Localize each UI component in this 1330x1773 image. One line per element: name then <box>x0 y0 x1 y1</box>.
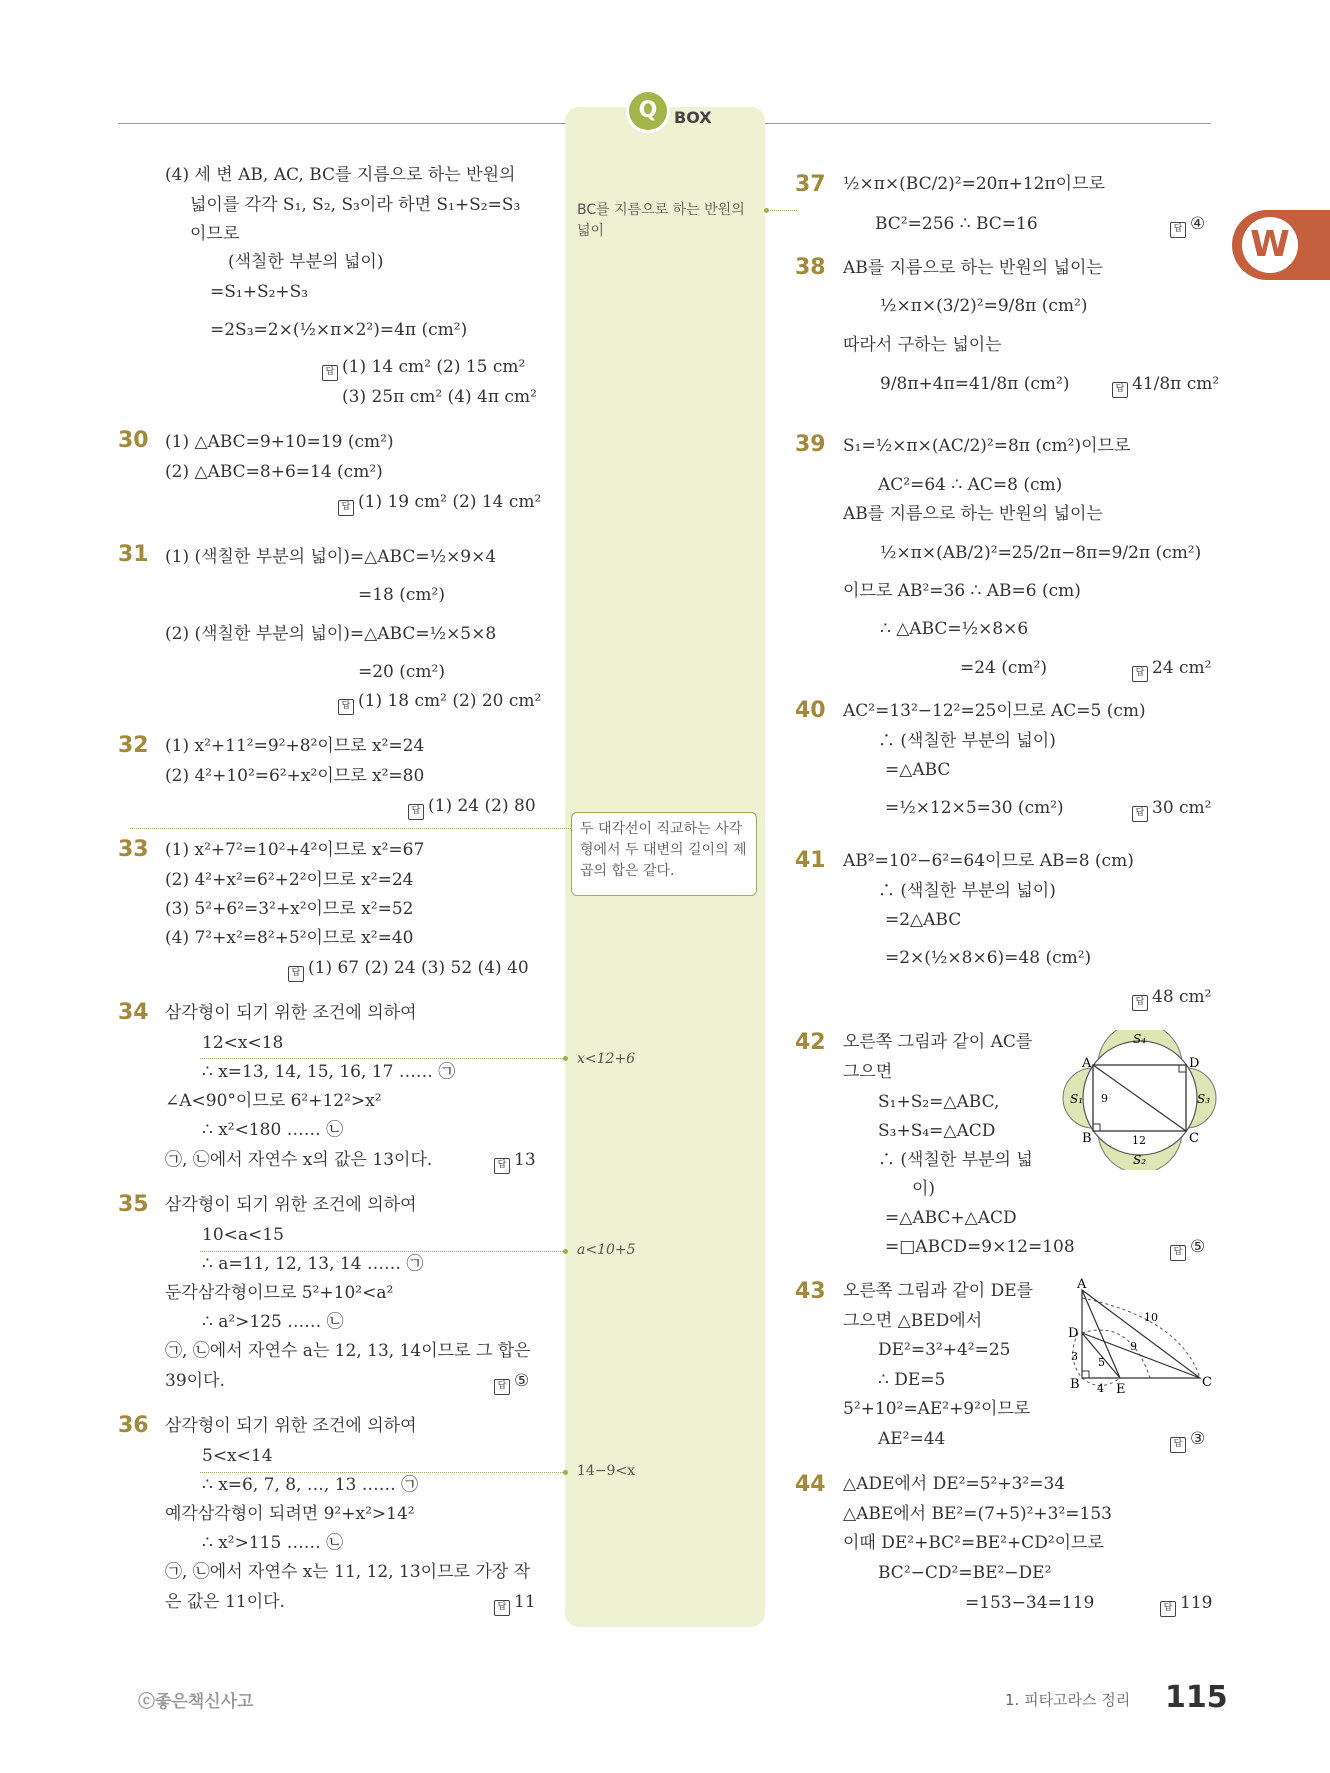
answer-icon: 답 <box>1160 1601 1176 1617</box>
p29-line: 넓이를 각각 S₁, S₂, S₃이라 하면 S₁+S₂=S₃ <box>190 195 521 215</box>
p34-line: 삼각형이 되기 위한 조건에 의하여 <box>165 1003 417 1023</box>
chapter-title: 1. 피타고라스 정리 <box>1005 1691 1131 1709</box>
p38-line: ½×π×(3/2)²=9/8π (cm²) <box>880 296 1088 316</box>
qbox-note-5: 14−9<x <box>577 1463 636 1479</box>
p36-line: ∴ x=6, 7, 8, …, 13 …… ㉠ <box>202 1475 419 1495</box>
p42-line: S₃+S₄=△ACD <box>878 1121 996 1141</box>
note-dot <box>563 1470 568 1475</box>
p39-line: ∴ △ABC=½×8×6 <box>880 619 1029 639</box>
p36-line: ㉠, ㉡에서 자연수 x는 11, 12, 13이므로 가장 작 <box>165 1562 530 1582</box>
p44-line: △ADE에서 DE²=5²+3²=34 <box>843 1474 1066 1494</box>
fig-label: S₁ <box>1070 1092 1084 1106</box>
fig-label: 3 <box>1071 1350 1078 1363</box>
p35-line: ∴ a²>125 …… ㉡ <box>202 1312 344 1332</box>
qbox-note-2: 두 대각선이 직교하는 사각형에서 두 대변의 길이의 제곱의 합은 같다. <box>571 812 757 896</box>
problem-number: 37 <box>795 172 826 197</box>
fig-label: S₃ <box>1197 1092 1211 1106</box>
p31-line: (2) (색칠한 부분의 넓이)=△ABC=½×5×8 <box>165 624 497 644</box>
problem-number: 40 <box>795 698 826 723</box>
answer-icon: 답 <box>338 500 354 516</box>
answer-icon: 답 <box>1132 806 1148 822</box>
p44-line: △ABE에서 BE²=(7+5)²+3²=153 <box>843 1504 1112 1524</box>
note-connector <box>767 210 797 211</box>
p34-line: ∴ x=13, 14, 15, 16, 17 …… ㉠ <box>202 1062 456 1082</box>
p30-line: (1) △ABC=9+10=19 (cm²) <box>165 432 394 452</box>
fig-label: B <box>1070 1377 1080 1392</box>
p38-line: AB를 지름으로 하는 반원의 넓이는 <box>843 258 1103 278</box>
p44-line: BC²−CD²=BE²−DE² <box>878 1563 1052 1583</box>
p39-answer: 답 24 cm² <box>1132 656 1212 682</box>
answer-icon: 답 <box>1112 382 1128 398</box>
answer-icon: 답 <box>1132 995 1148 1011</box>
p32-line: (1) x²+11²=9²+8²이므로 x²=24 <box>165 736 425 756</box>
p42-line: S₁+S₂=△ABC, <box>878 1092 1000 1112</box>
answer-icon: 답 <box>1170 222 1186 238</box>
answer-icon: 답 <box>408 804 424 820</box>
p35-line: 10<a<15 <box>202 1225 284 1245</box>
p39-line: S₁=½×π×(AC/2)²=8π (cm²)이므로 <box>843 436 1131 456</box>
p36-line: 예각삼각형이 되려면 9²+x²>14² <box>165 1504 415 1524</box>
p29-line: (색칠한 부분의 넓이) <box>228 252 384 272</box>
p35-line: ∴ a=11, 12, 13, 14 …… ㉠ <box>202 1254 424 1274</box>
qbox-label: BOX <box>674 108 712 127</box>
p35-line: 둔각삼각형이므로 5²+10²<a² <box>165 1283 394 1303</box>
fig-label: S₂ <box>1133 1153 1147 1167</box>
p34-line: 12<x<18 <box>202 1033 284 1053</box>
qbox-note-3: x<12+6 <box>577 1051 636 1067</box>
answer-icon: 답 <box>1132 666 1148 682</box>
note-connector <box>200 1058 565 1059</box>
p29-line: =2S₃=2×(½×π×2²)=4π (cm²) <box>210 320 468 340</box>
p34-line: ∴ x²<180 …… ㉡ <box>202 1120 344 1140</box>
fig-label: C <box>1202 1375 1212 1390</box>
fig-label: E <box>1116 1382 1126 1397</box>
note-dot <box>563 1249 568 1254</box>
p36-line: 5<x<14 <box>202 1446 273 1466</box>
p42-figure <box>1060 1030 1220 1170</box>
p44-line: 이때 DE²+BC²=BE²+CD²이므로 <box>843 1533 1104 1553</box>
p29-line: =S₁+S₂+S₃ <box>210 282 309 302</box>
p38-line: 따라서 구하는 넓이는 <box>843 335 1002 355</box>
p43-answer: 답 ③ <box>1170 1427 1205 1453</box>
p42-line: ∴ (색칠한 부분의 넓 <box>878 1150 1033 1170</box>
p35-line: 39이다. <box>165 1371 225 1391</box>
fig-label: 10 <box>1144 1311 1158 1324</box>
p35-answer: 답 ⑤ <box>494 1369 529 1395</box>
p43-line: 그으면 △BED에서 <box>843 1311 983 1331</box>
p44-answer: 답 119 <box>1160 1591 1212 1617</box>
qbox-badge: Q <box>629 92 667 130</box>
problem-number: 43 <box>795 1279 826 1304</box>
p41-answer: 답 48 cm² <box>1132 985 1212 1011</box>
p39-line: =24 (cm²) <box>960 658 1048 678</box>
fig-label: 9 <box>1130 1340 1137 1353</box>
problem-number: 38 <box>795 255 826 280</box>
p33-line: (3) 5²+6²=3²+x²이므로 x²=52 <box>165 899 414 919</box>
fig-label: 5 <box>1098 1356 1105 1369</box>
p29-answer: (3) 25π cm² (4) 4π cm² <box>342 387 537 407</box>
p33-line: (1) x²+7²=10²+4²이므로 x²=67 <box>165 840 425 860</box>
p43-line: ∴ DE=5 <box>878 1370 946 1390</box>
problem-number: 32 <box>118 733 149 758</box>
p44-line: =153−34=119 <box>965 1593 1095 1613</box>
problem-number: 44 <box>795 1472 826 1497</box>
p30-answer: 답 (1) 19 cm² (2) 14 cm² <box>338 490 541 516</box>
p34-line: ㉠, ㉡에서 자연수 x의 값은 13이다. <box>165 1150 433 1170</box>
fig-label: S₄ <box>1133 1032 1147 1046</box>
fig-label: D <box>1068 1326 1079 1341</box>
problem-number: 35 <box>118 1192 149 1217</box>
p37-line: BC²=256 ∴ BC=16 <box>875 214 1038 234</box>
p33-answer: 답 (1) 67 (2) 24 (3) 52 (4) 40 <box>288 956 529 982</box>
answer-icon: 답 <box>494 1379 510 1395</box>
p37-line: ½×π×(BC/2)²=20π+12π이므로 <box>843 174 1105 194</box>
p36-line: ∴ x²>115 …… ㉡ <box>202 1533 344 1553</box>
qbox-note-4: a<10+5 <box>577 1242 636 1258</box>
problem-number: 39 <box>795 432 826 457</box>
p42-line: 그으면 <box>843 1062 893 1082</box>
p33-line: (4) 7²+x²=8²+5²이므로 x²=40 <box>165 928 414 948</box>
note-connector <box>130 828 571 829</box>
fig-label: 12 <box>1132 1134 1146 1147</box>
p43-line: 오른쪽 그림과 같이 DE를 <box>843 1281 1034 1301</box>
p41-line: ∴ (색칠한 부분의 넓이) <box>878 881 1056 901</box>
p40-line: AC²=13²−12²=25이므로 AC=5 (cm) <box>843 701 1146 721</box>
problem-number: 31 <box>118 542 149 567</box>
problem-number: 30 <box>118 428 149 453</box>
header-rule-left <box>118 123 565 124</box>
answer-icon: 답 <box>322 365 338 381</box>
fig-label: B <box>1082 1131 1092 1146</box>
problem-number: 36 <box>118 1413 149 1438</box>
answer-icon: 답 <box>1170 1245 1186 1261</box>
p38-line: 9/8π+4π=41/8π (cm²) <box>880 374 1070 394</box>
p42-answer: 답 ⑤ <box>1170 1235 1205 1261</box>
p38-answer: 답 41/8π cm² <box>1112 372 1219 398</box>
side-tab-letter: W <box>1242 217 1298 273</box>
p43-line: DE²=3²+4²=25 <box>878 1340 1011 1360</box>
page-number: 115 <box>1165 1680 1228 1715</box>
p32-answer: 답 (1) 24 (2) 80 <box>408 794 536 820</box>
answer-icon: 답 <box>1170 1437 1186 1453</box>
side-tab <box>1232 210 1330 280</box>
p40-line: ∴ (색칠한 부분의 넓이) <box>878 731 1056 751</box>
header-rule-right <box>765 123 1211 124</box>
p41-line: =2△ABC <box>885 910 962 930</box>
p40-answer: 답 30 cm² <box>1132 796 1212 822</box>
p41-line: AB²=10²−6²=64이므로 AB=8 (cm) <box>843 851 1134 871</box>
p41-line: =2×(½×8×6)=48 (cm²) <box>885 948 1092 968</box>
problem-number: 33 <box>118 837 149 862</box>
p42-line: =△ABC+△ACD <box>885 1208 1017 1228</box>
fig-label: A <box>1077 1278 1087 1292</box>
p35-line: 삼각형이 되기 위한 조건에 의하여 <box>165 1195 417 1215</box>
fig-label: 4 <box>1097 1382 1104 1395</box>
p39-line: AC²=64 ∴ AC=8 (cm) <box>878 475 1063 495</box>
p34-answer: 답 13 <box>494 1148 536 1174</box>
fig-label: A <box>1082 1056 1092 1071</box>
p39-line: ½×π×(AB/2)²=25/2π−8π=9/2π (cm²) <box>880 543 1202 563</box>
answer-icon: 답 <box>338 699 354 715</box>
p29-line: (4) 세 변 AB, AC, BC를 지름으로 하는 반원의 <box>165 165 516 185</box>
p34-line: ∠A<90°이므로 6²+12²>x² <box>165 1091 382 1111</box>
p43-figure <box>1060 1278 1220 1398</box>
fig-label: C <box>1189 1131 1199 1146</box>
answer-icon: 답 <box>494 1158 510 1174</box>
p36-line: 삼각형이 되기 위한 조건에 의하여 <box>165 1416 417 1436</box>
p43-line: 5²+10²=AE²+9²이므로 <box>843 1399 1031 1419</box>
p31-answer: 답 (1) 18 cm² (2) 20 cm² <box>338 689 541 715</box>
p39-line: AB를 지름으로 하는 반원의 넓이는 <box>843 504 1103 524</box>
p36-answer: 답 11 <box>494 1590 536 1616</box>
answer-icon: 답 <box>494 1600 510 1616</box>
problem-number: 41 <box>795 848 826 873</box>
p31-line: =18 (cm²) <box>358 585 446 605</box>
problem-number: 42 <box>795 1030 826 1055</box>
p42-line: =□ABCD=9×12=108 <box>885 1237 1075 1257</box>
answer-icon: 답 <box>288 966 304 982</box>
fig-label: D <box>1189 1056 1200 1071</box>
qbox-note-1: BC를 지름으로 하는 반원의 넓이 <box>577 202 745 239</box>
p30-line: (2) △ABC=8+6=14 (cm²) <box>165 462 383 482</box>
p32-line: (2) 4²+10²=6²+x²이므로 x²=80 <box>165 766 425 786</box>
p29-line: 이므로 <box>190 224 240 244</box>
p36-line: 은 값은 11이다. <box>165 1592 285 1612</box>
p37-answer: 답 ④ <box>1170 212 1205 238</box>
p31-line: (1) (색칠한 부분의 넓이)=△ABC=½×9×4 <box>165 547 497 567</box>
note-dot <box>563 1056 568 1061</box>
p43-line: AE²=44 <box>878 1429 946 1449</box>
p40-line: =△ABC <box>885 760 951 780</box>
p29-answer: 답 (1) 14 cm² (2) 15 cm² <box>322 355 525 381</box>
p35-line: ㉠, ㉡에서 자연수 a는 12, 13, 14이므로 그 합은 <box>165 1341 531 1361</box>
problem-number: 34 <box>118 1000 149 1025</box>
p40-line: =½×12×5=30 (cm²) <box>885 798 1064 818</box>
p39-line: 이므로 AB²=36 ∴ AB=6 (cm) <box>843 581 1081 601</box>
p42-line: 오른쪽 그림과 같이 AC를 <box>843 1032 1033 1052</box>
p33-line: (2) 4²+x²=6²+2²이므로 x²=24 <box>165 870 414 890</box>
p31-line: =20 (cm²) <box>358 662 446 682</box>
fig-label: 9 <box>1101 1092 1108 1105</box>
p42-line: 이) <box>912 1179 936 1199</box>
publisher: ⓒ좋은책신사고 <box>138 1692 254 1712</box>
